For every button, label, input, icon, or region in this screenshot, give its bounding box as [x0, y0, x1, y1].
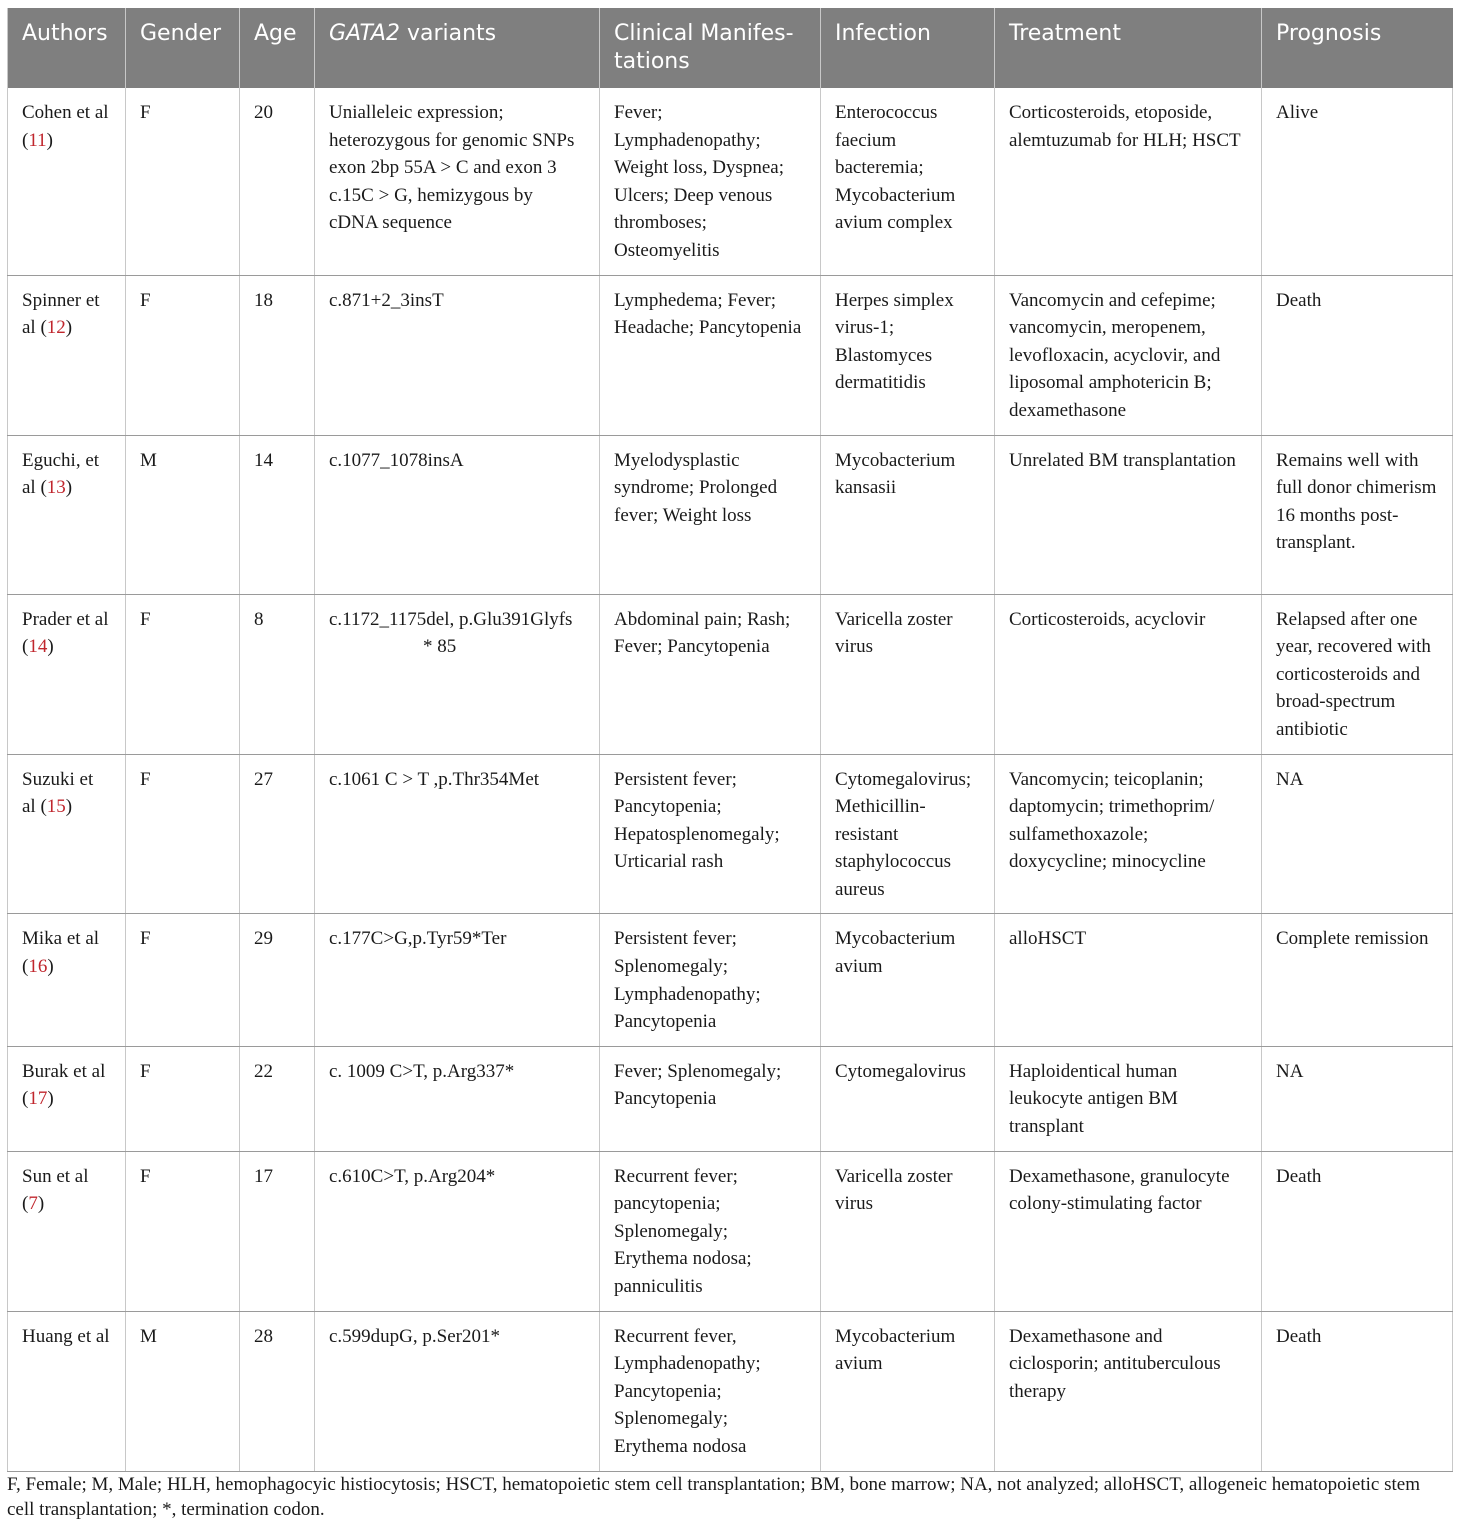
- citation-link[interactable]: 15: [46, 796, 66, 818]
- table-row: [8, 754, 1453, 914]
- cell-variant: c.871+2_3insT: [315, 275, 600, 435]
- cell-treatment: Vancomycin and cefepime; vancomycin, meropenem, levofloxacin, acyclovir, and liposomal amphotericin B; dexamethasone: [995, 275, 1262, 435]
- cell-prognosis: Death: [1262, 1151, 1453, 1311]
- cell-author: Eguchi, et al (13): [8, 435, 126, 594]
- cell-infection: Cytomegalovirus; Methicillin-resistant staphylococcus aureus: [821, 754, 995, 914]
- header-row: [8, 8, 1453, 88]
- cell-variant: c.1077_1078insA: [315, 435, 600, 594]
- cell-treatment: Unrelated BM transplantation: [995, 435, 1262, 594]
- citation-link[interactable]: 13: [46, 477, 66, 499]
- cell-treatment: Vancomycin; teicoplanin; daptomycin; trimethoprim/ sulfamethoxazole; doxycycline; minocycline: [995, 754, 1262, 914]
- table-container: [7, 8, 1452, 1472]
- cell-infection: Varicella zoster virus: [821, 1151, 995, 1311]
- cell-gender: M: [126, 1311, 240, 1471]
- cell-clinical: Abdominal pain; Rash; Fever; Pancytopenia: [600, 594, 821, 754]
- cell-gender: F: [126, 88, 240, 275]
- cell-age: 17: [240, 1151, 315, 1311]
- col-header-variants: [315, 8, 600, 88]
- cell-prognosis: NA: [1262, 754, 1453, 914]
- col-header-treatment: Treatment: [995, 8, 1262, 88]
- cell-clinical: Recurrent fever; pancytopenia; Splenomegaly; Erythema nodosa; panniculitis: [600, 1151, 821, 1311]
- table-row: [8, 914, 1453, 1046]
- cell-age: 29: [240, 914, 315, 1046]
- cell-treatment: Dexamethasone, granulocyte colony-stimulating factor: [995, 1151, 1262, 1311]
- citation-link[interactable]: 14: [28, 636, 48, 658]
- table-row: [8, 275, 1453, 435]
- gata2-case-table: [7, 8, 1453, 1472]
- cell-gender: F: [126, 275, 240, 435]
- cell-treatment: alloHSCT: [995, 914, 1262, 1046]
- col-header-clinical: Clinical Manifes-tations: [600, 8, 821, 88]
- cell-variant: c.177C>G,p.Tyr59*Ter: [315, 914, 600, 1046]
- cell-author: Burak et al (17): [8, 1046, 126, 1151]
- cell-gender: F: [126, 1151, 240, 1311]
- cell-gender: F: [126, 594, 240, 754]
- cell-infection: Mycobacterium avium: [821, 1311, 995, 1471]
- cell-age: 14: [240, 435, 315, 594]
- citation-link[interactable]: 12: [46, 317, 66, 339]
- variant-line-1: c.1172_1175del, p.Glu391Glyfs: [329, 608, 573, 630]
- cell-clinical: Fever; Splenomegaly; Pancytopenia: [600, 1046, 821, 1151]
- cell-variant: c.610C>T, p.Arg204*: [315, 1151, 600, 1311]
- col-header-prognosis: Prognosis: [1262, 8, 1453, 88]
- cell-clinical: Persistent fever; Splenomegaly; Lymphadenopathy; Pancytopenia: [600, 914, 821, 1046]
- table-row: [8, 594, 1453, 754]
- cell-prognosis: Death: [1262, 275, 1453, 435]
- cell-variant: Unialleleic expression; heterozygous for genomic SNPs exon 2bp 55A > C and exon 3 c.15C > G, hemizygous by cDNA sequence: [315, 88, 600, 275]
- table-row: [8, 88, 1453, 275]
- cell-clinical: Persistent fever; Pancytopenia; Hepatosplenomegaly; Urticarial rash: [600, 754, 821, 914]
- cell-author: Suzuki et al (15): [8, 754, 126, 914]
- cell-treatment: Corticosteroids, etoposide, alemtuzumab for HLH; HSCT: [995, 88, 1262, 275]
- col-header-authors: Authors: [8, 8, 126, 88]
- cell-prognosis: Relapsed after one year, recovered with corticosteroids and broad-spectrum antibiotic: [1262, 594, 1453, 754]
- cell-prognosis: Alive: [1262, 88, 1453, 275]
- table-footnote: F, Female; M, Male; HLH, hemophagocyic histiocytosis; HSCT, hematopoietic stem cell transplantation; BM, bone marrow; NA, not analyzed; alloHSCT, allogeneic hematopoietic stem cell transplantation; *, termination codon.: [7, 1474, 1420, 1520]
- variants-label: variants: [399, 21, 497, 46]
- cell-variant: c.599dupG, p.Ser201*: [315, 1311, 600, 1471]
- cell-age: 27: [240, 754, 315, 914]
- citation-link[interactable]: 7: [28, 1193, 38, 1215]
- citation-link[interactable]: 11: [28, 129, 47, 151]
- col-header-gender: Gender: [126, 8, 240, 88]
- cell-author: Cohen et al (11): [8, 88, 126, 275]
- cell-author: Mika et al (16): [8, 914, 126, 1046]
- cell-prognosis: Death: [1262, 1311, 1453, 1471]
- cell-age: 8: [240, 594, 315, 754]
- cell-infection: Mycobacterium avium: [821, 914, 995, 1046]
- cell-author: Spinner et al (12): [8, 275, 126, 435]
- table-row: [8, 1311, 1453, 1471]
- variant-line-2: * 85: [423, 636, 457, 658]
- cell-age: 18: [240, 275, 315, 435]
- cell-infection: Varicella zoster virus: [821, 594, 995, 754]
- cell-clinical: Fever; Lymphadenopathy; Weight loss, Dyspnea; Ulcers; Deep venous thromboses; Osteomyelitis: [600, 88, 821, 275]
- cell-author: Prader et al (14): [8, 594, 126, 754]
- gene-name: GATA2: [329, 21, 400, 46]
- cell-clinical: Myelodysplastic syndrome; Prolonged fever; Weight loss: [600, 435, 821, 594]
- cell-gender: F: [126, 754, 240, 914]
- cell-treatment: Corticosteroids, acyclovir: [995, 594, 1262, 754]
- cell-infection: Herpes simplex virus-1; Blastomyces dermatitidis: [821, 275, 995, 435]
- citation-link[interactable]: 17: [28, 1088, 48, 1110]
- cell-variant: c. 1009 C>T, p.Arg337*: [315, 1046, 600, 1151]
- cell-gender: F: [126, 1046, 240, 1151]
- cell-variant: c.1061 C > T ,p.Thr354Met: [315, 754, 600, 914]
- cell-prognosis: Remains well with full donor chimerism 16 months post-transplant.: [1262, 435, 1453, 594]
- cell-treatment: Dexamethasone and ciclosporin; antituberculous therapy: [995, 1311, 1262, 1471]
- col-header-infection: Infection: [821, 8, 995, 88]
- col-header-age: Age: [240, 8, 315, 88]
- citation-link[interactable]: 16: [28, 956, 48, 978]
- cell-infection: Mycobacterium kansasii: [821, 435, 995, 594]
- cell-gender: F: [126, 914, 240, 1046]
- cell-age: 28: [240, 1311, 315, 1471]
- cell-clinical: Lymphedema; Fever; Headache; Pancytopenia: [600, 275, 821, 435]
- cell-author: Sun et al (7): [8, 1151, 126, 1311]
- cell-variant: [315, 594, 600, 754]
- table-row: [8, 435, 1453, 594]
- cell-author: Huang et al: [8, 1311, 126, 1471]
- cell-age: 20: [240, 88, 315, 275]
- cell-prognosis: NA: [1262, 1046, 1453, 1151]
- cell-gender: M: [126, 435, 240, 594]
- cell-age: 22: [240, 1046, 315, 1151]
- table-row: [8, 1046, 1453, 1151]
- cell-treatment: Haploidentical human leukocyte antigen BM transplant: [995, 1046, 1262, 1151]
- cell-clinical: Recurrent fever, Lymphadenopathy; Pancytopenia; Splenomegaly; Erythema nodosa: [600, 1311, 821, 1471]
- table-row: [8, 1151, 1453, 1311]
- cell-infection: Cytomegalovirus: [821, 1046, 995, 1151]
- cell-infection: Enterococcus faecium bacteremia; Mycobacterium avium complex: [821, 88, 995, 275]
- cell-prognosis: Complete remission: [1262, 914, 1453, 1046]
